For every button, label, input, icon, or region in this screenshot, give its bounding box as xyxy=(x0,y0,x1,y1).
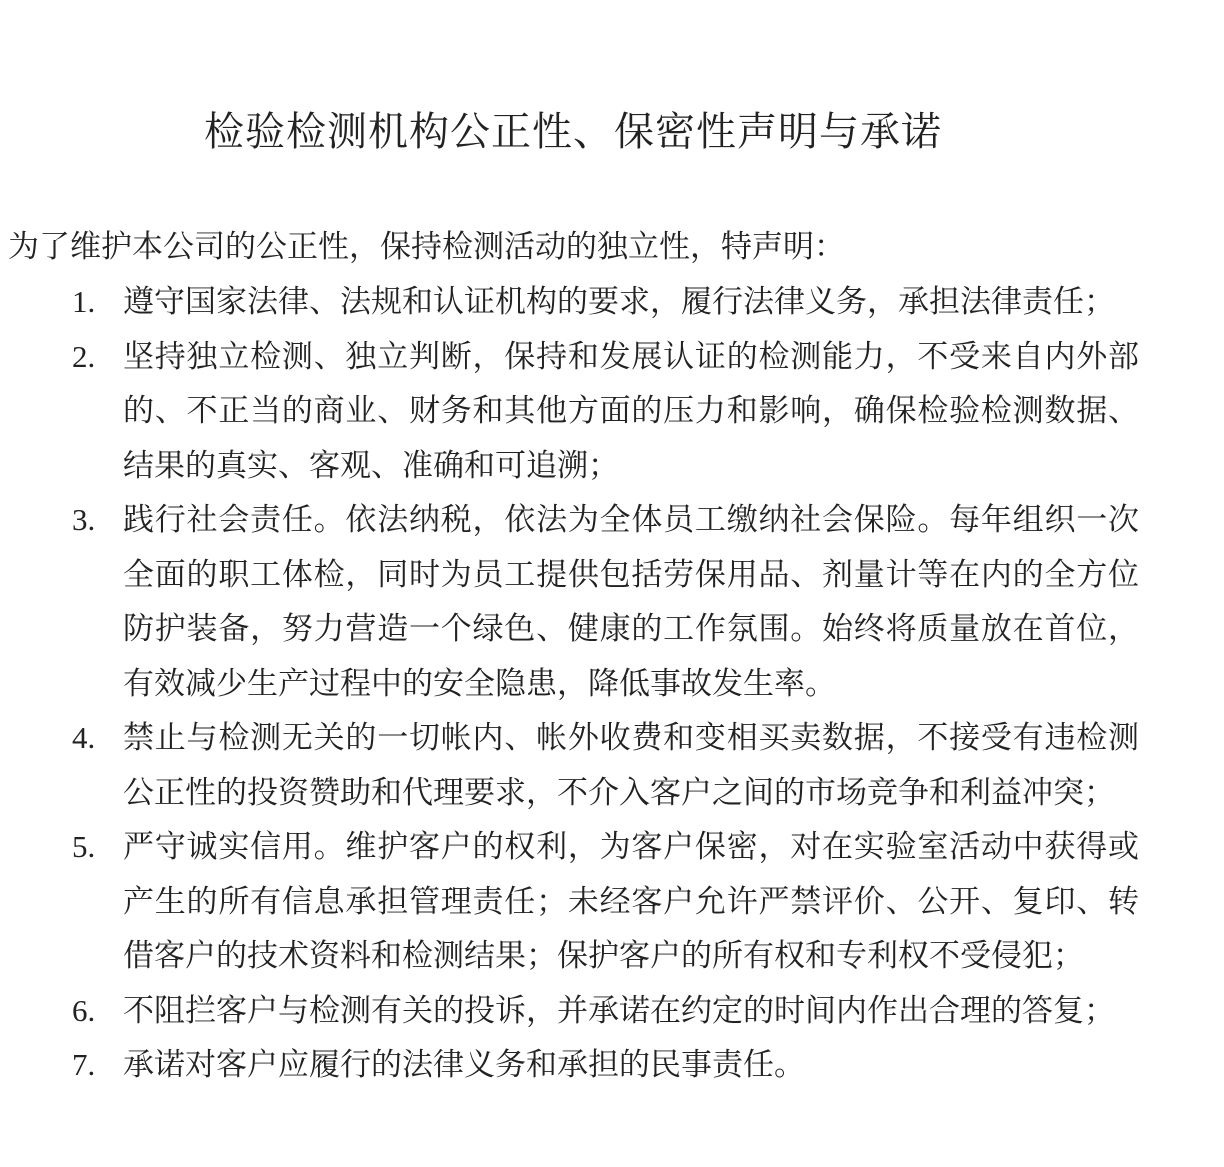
intro-paragraph: 为了维护本公司的公正性，保持检测活动的独立性，特声明： xyxy=(8,229,845,265)
list-item-number: 5. xyxy=(72,829,96,864)
list-item-number: 6. xyxy=(72,992,96,1028)
list-item-text: 遵守国家法律、法规和认证机构的要求，履行法律义务，承担法律责任； xyxy=(123,284,1115,320)
list-item-text: 严守诚实信用。维护客户的权利，为客户保密，对在实验室活动中获得或产生的所有信息承担管理责任；未经客户允许严禁评价、公开、复印、转借客户的技术资料和检测结果；保护客户的所有权和专利权不受侵犯； xyxy=(123,829,1139,974)
list-item-text: 践行社会责任。依法纳税，依法为全体员工缴纳社会保险。每年组织一次全面的职工体检，同时为员工提供包括劳保用品、剂量计等在内的全方位防护装备，努力营造一个绿色、健康的工作氛围。始终将质量放在首位，有效减少生产过程中的安全隐患，降低事故发生率。 xyxy=(123,502,1139,702)
list-item xyxy=(0,820,1224,984)
list-item xyxy=(0,330,1224,494)
list-item-text: 不阻拦客户与检测有关的投诉，并承诺在约定的时间内作出合理的答复； xyxy=(123,992,1115,1029)
list-item-number: 2. xyxy=(72,338,96,374)
document-title: 检验检测机构公正性、保密性声明与承诺 xyxy=(204,109,942,155)
list-item-text: 坚持独立检测、独立判断，保持和发展认证的检测能力，不受来自内外部的、不正当的商业、财务和其他方面的压力和影响，确保检验检测数据、结果的真实、客观、准确和可追溯； xyxy=(123,338,1139,484)
list-item-number: 3. xyxy=(72,502,96,537)
list-item-number: 7. xyxy=(72,1047,96,1082)
list-item-text: 承诺对客户应履行的法律义务和承担的民事责任。 xyxy=(123,1047,805,1083)
list-item xyxy=(0,984,1224,1039)
list-item-number: 1. xyxy=(72,284,96,319)
list-item-number: 4. xyxy=(72,720,96,755)
list-item-text: 禁止与检测无关的一切帐内、帐外收费和变相买卖数据，不接受有违检测公正性的投资赞助和代理要求，不介入客户之间的市场竞争和利益冲突； xyxy=(123,720,1139,811)
list-item xyxy=(0,1038,1224,1093)
list-item xyxy=(0,711,1224,820)
list-item xyxy=(0,275,1224,330)
list-item xyxy=(0,493,1224,711)
commitment-list xyxy=(0,275,1224,1093)
